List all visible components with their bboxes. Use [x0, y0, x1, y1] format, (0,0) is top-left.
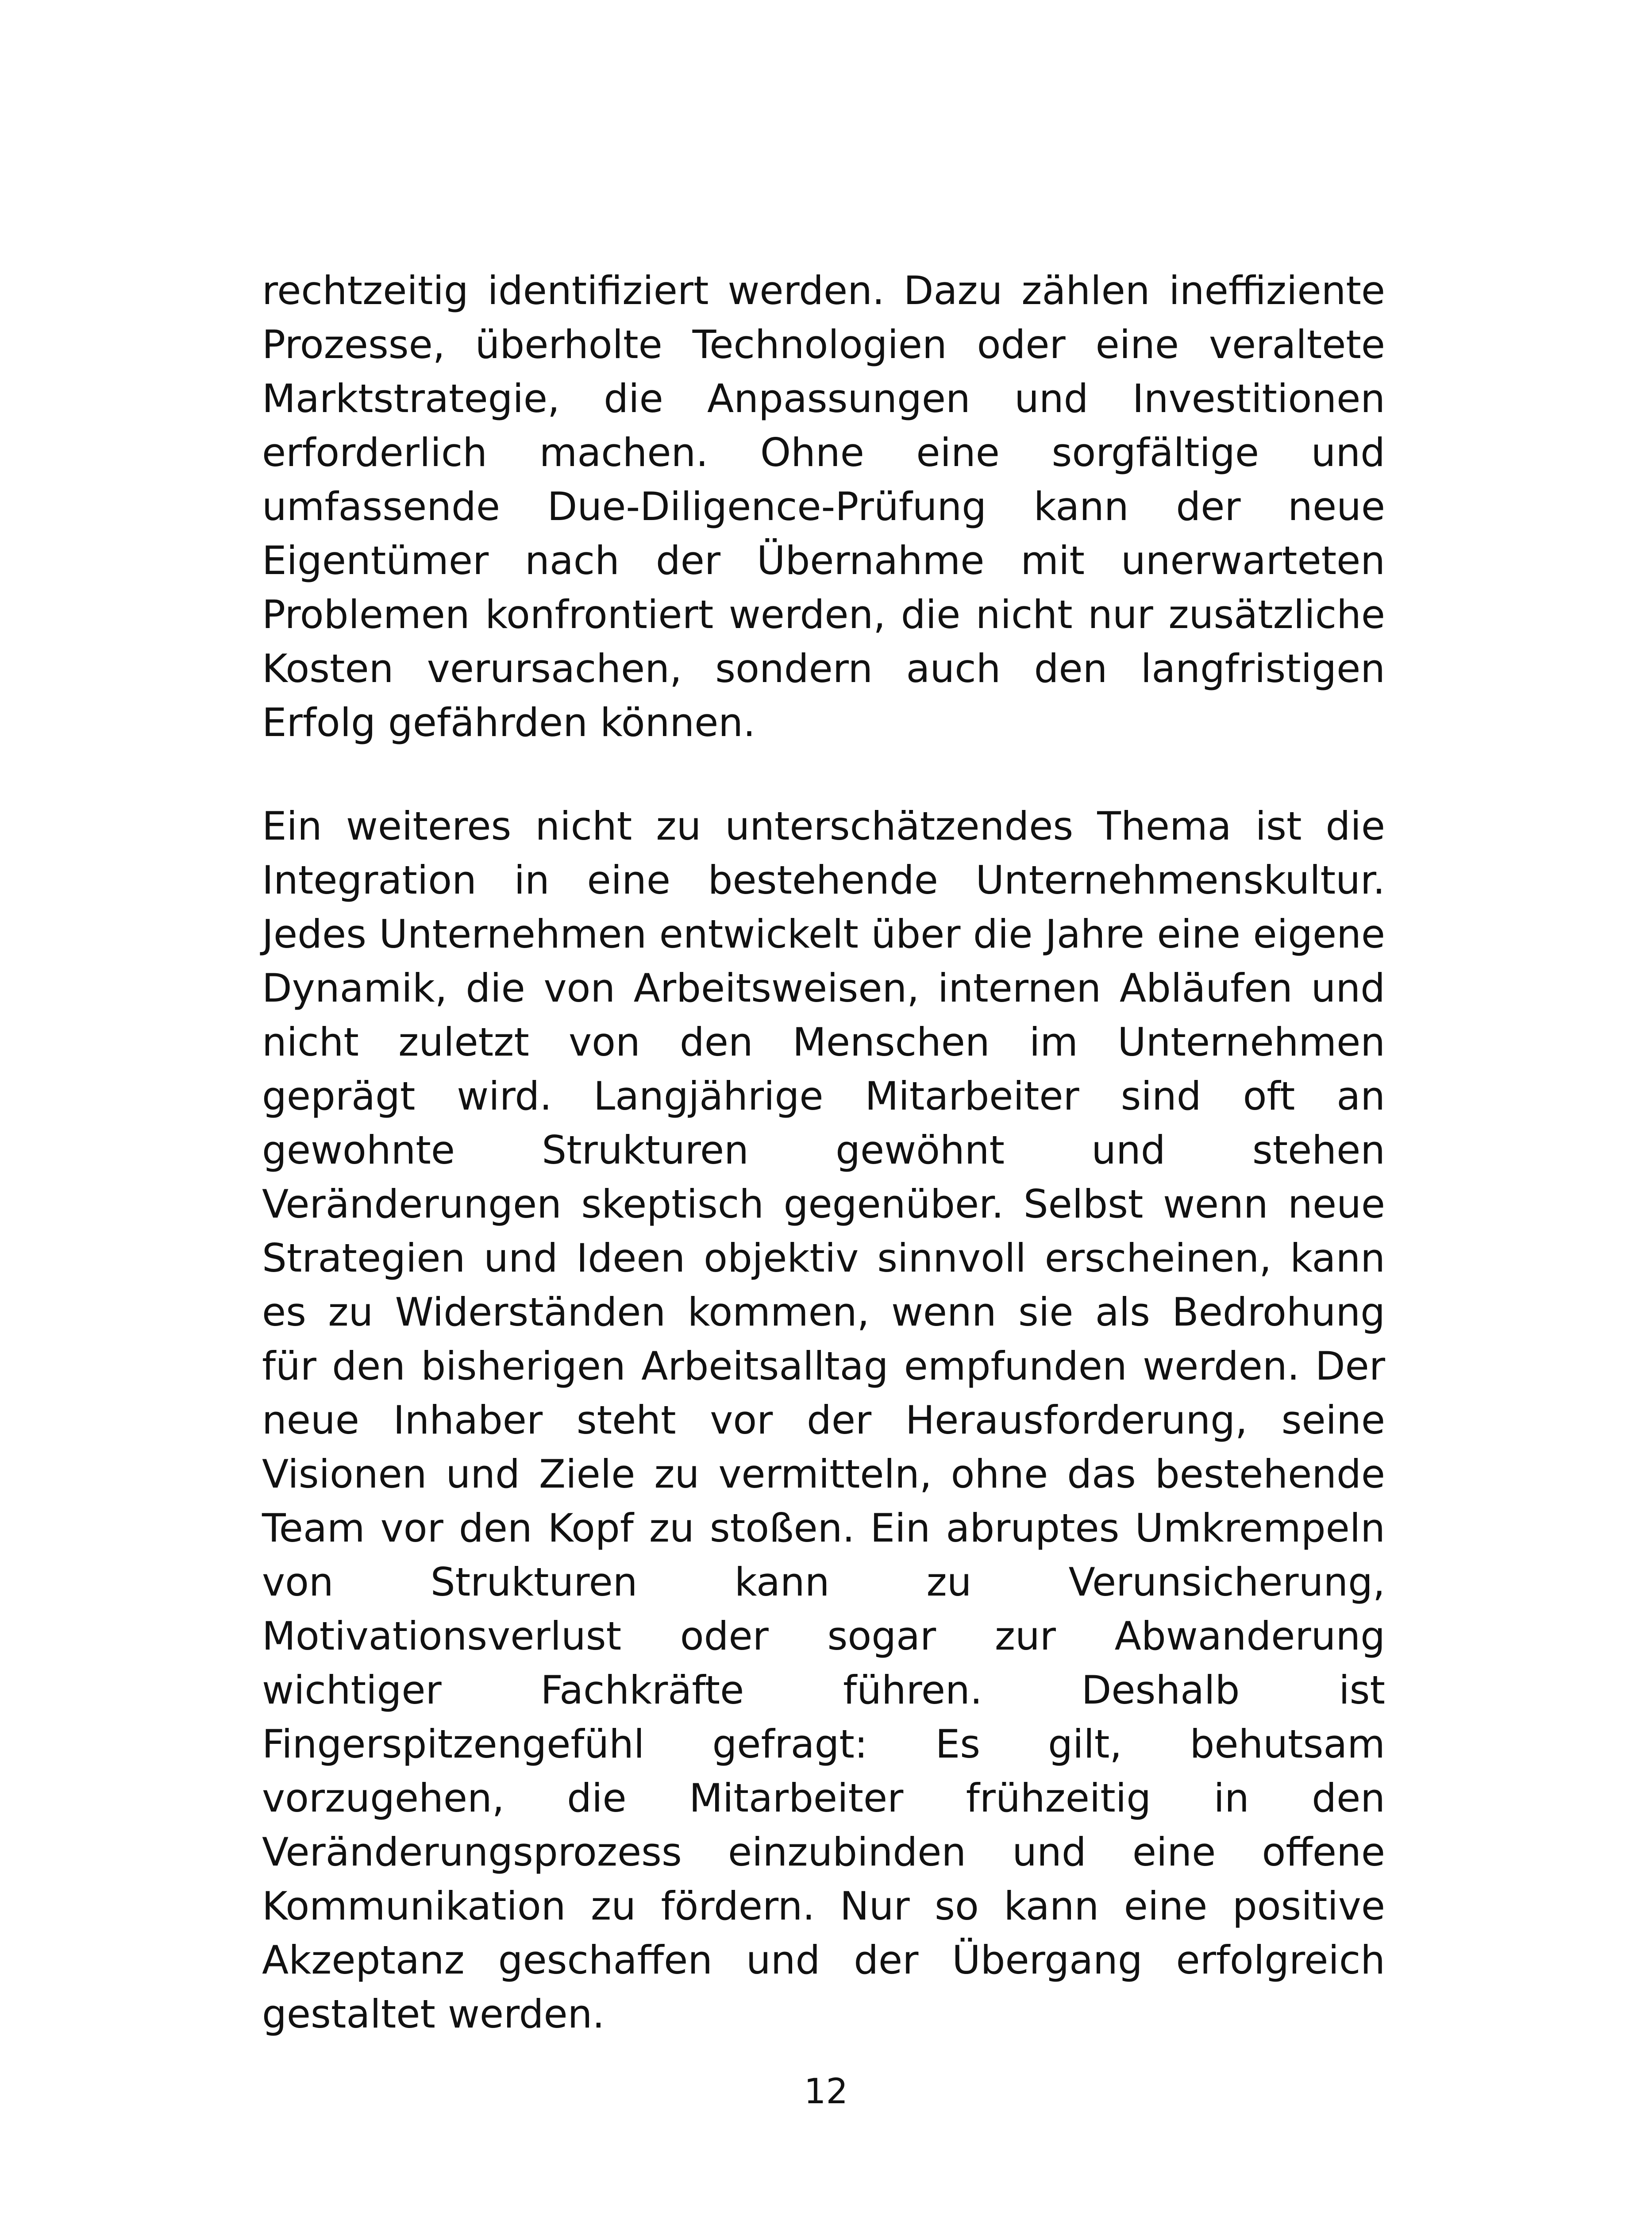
body-paragraph-1: rechtzeitig identifiziert werden. Dazu zählen ineffiziente Prozesse, überholte Technologien oder eine veraltete Marktstrategie, die Anpassungen und Investitionen erforderlich machen. Ohne eine sorgfältige und umfassende Due-Diligence-Prüfung kann der neue Eigentümer nach der Übernahme mit unerwarteten Problemen konfrontiert werden, die nicht nur zusätzliche Kosten verursachen, sondern auch den langfristigen Erfolg gefährden können.	[262, 268, 1385, 745]
body-paragraph-2: Ein weiteres nicht zu unterschätzendes Thema ist die Integration in eine bestehende Unternehmenskultur. Jedes Unternehmen entwickelt über die Jahre eine eigene Dynamik, die von Arbeitsweisen, internen Abläufen und nicht zuletzt von den Menschen im Unternehmen geprägt wird. Langjährige Mitarbeiter sind oft an gewohnte Strukturen gewöhnt und stehen Veränderungen skeptisch gegenüber. Selbst wenn neue Strategien und Ideen objektiv sinnvoll erscheinen, kann es zu Widerständen kommen, wenn sie als Bedrohung für den bisherigen Arbeitsalltag empfunden werden. Der neue Inhaber steht vor der Herausforderung, seine Visionen und Ziele zu vermitteln, ohne das bestehende Team vor den Kopf zu stoßen. Ein abruptes Umkrempeln von Strukturen kann zu Verunsicherung, Motivationsverlust oder sogar zur Abwanderung wichtiger Fachkräfte führen. Deshalb ist Fingerspitzengefühl gefragt: Es gilt, behutsam vorzugehen, die Mitarbeiter frühzeitig in den Veränderungsprozess einzubinden und eine offene Kommunikation zu fördern. Nur so kann eine positive Akzeptanz geschaffen und der Übergang erfolgreich gestaltet werden.	[262, 803, 1385, 2037]
page-number: 12	[804, 2072, 848, 2112]
